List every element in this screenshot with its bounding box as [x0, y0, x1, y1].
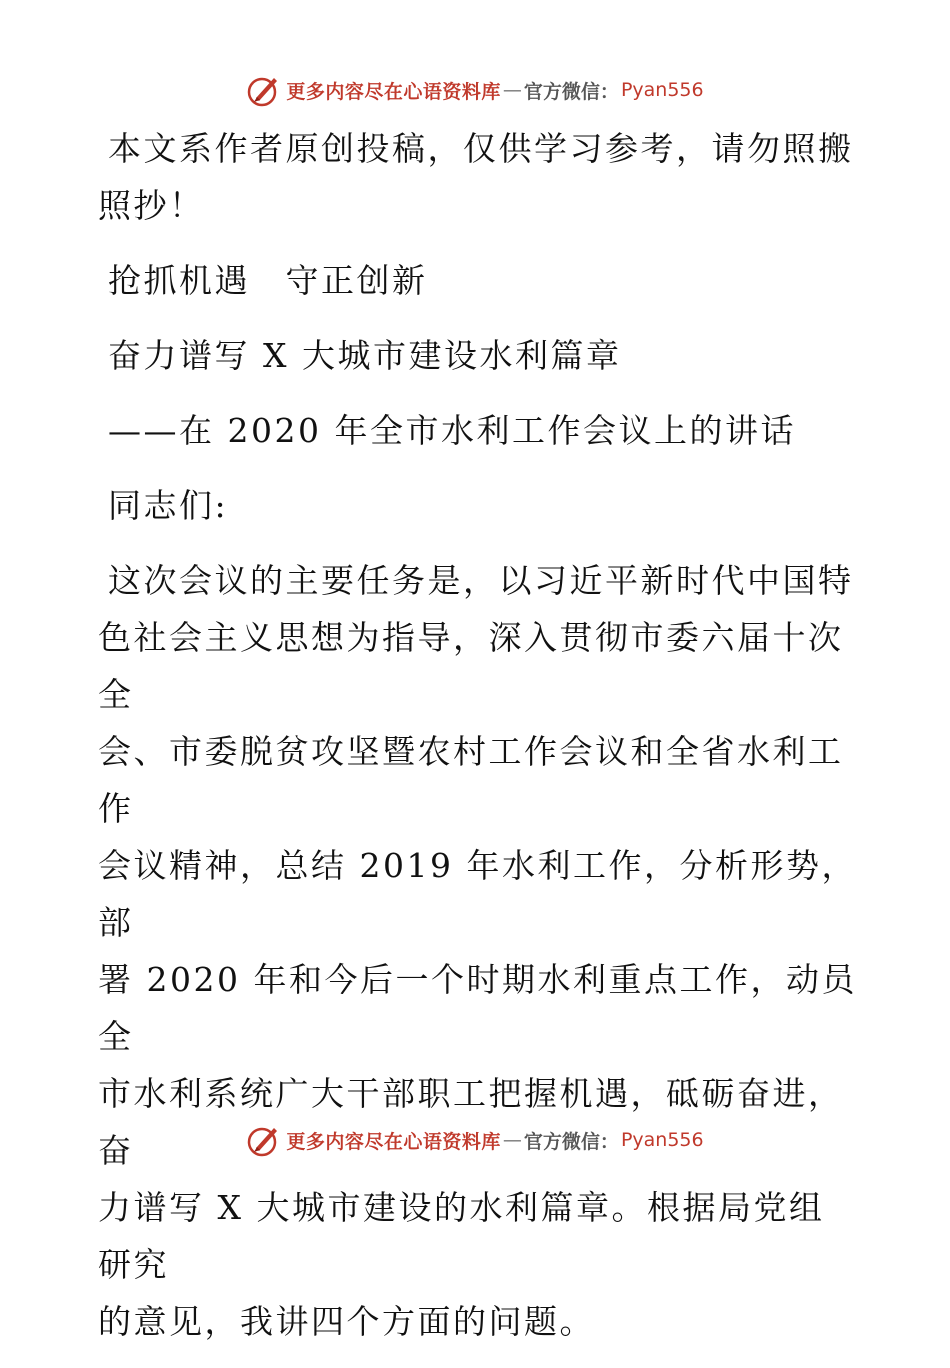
body-line: 力谱写 X 大城市建设的水利篇章。根据局党组研究	[98, 1188, 825, 1284]
quill-logo-icon	[246, 72, 282, 108]
body-line: 署 2020 年和今后一个时期水利重点工作，动员全	[98, 960, 857, 1056]
subtitle: ——在 2020 年全市水利工作会议上的讲话	[108, 411, 796, 450]
notice-line: 本文系作者原创投稿，仅供学习参考，请勿照搬	[108, 129, 854, 168]
body-paragraph	[98, 552, 858, 1350]
body-line: 这次会议的主要任务是，以习近平新时代中国特	[108, 561, 854, 600]
watermark-label: 官方微信：	[523, 80, 619, 103]
watermark-label: 官方微信：	[523, 1130, 619, 1153]
greeting: 同志们:	[108, 486, 229, 525]
copyright-notice	[98, 120, 858, 234]
notice-line: 照抄！	[98, 186, 205, 225]
watermark-separator: —	[502, 79, 522, 101]
watermark-id: Pyan556	[620, 79, 704, 101]
watermark-site: 更多内容尽在心语资料库	[286, 80, 501, 103]
title-line-2: 奋力谱写 X 大城市建设水利篇章	[108, 336, 622, 375]
document-body	[98, 120, 858, 1368]
quill-logo-icon	[246, 1122, 282, 1158]
header-watermark	[0, 70, 950, 110]
title-line-1: 抢抓机遇 守正创新	[108, 261, 428, 300]
watermark-id: Pyan556	[620, 1129, 704, 1151]
body-line: 市水利系统广大干部职工把握机遇，砥砺奋进，奋	[98, 1074, 844, 1170]
body-line: 色社会主义思想为指导，深入贯彻市委六届十次全	[98, 618, 844, 714]
body-line: 会、市委脱贫攻坚暨农村工作会议和全省水利工作	[98, 732, 844, 828]
body-line: 会议精神，总结 2019 年水利工作，分析形势，部	[98, 846, 857, 942]
body-line: 的意见，我讲四个方面的问题。	[98, 1302, 595, 1341]
watermark-site: 更多内容尽在心语资料库	[286, 1130, 501, 1153]
footer-watermark	[0, 1120, 950, 1160]
watermark-separator: —	[502, 1129, 522, 1151]
